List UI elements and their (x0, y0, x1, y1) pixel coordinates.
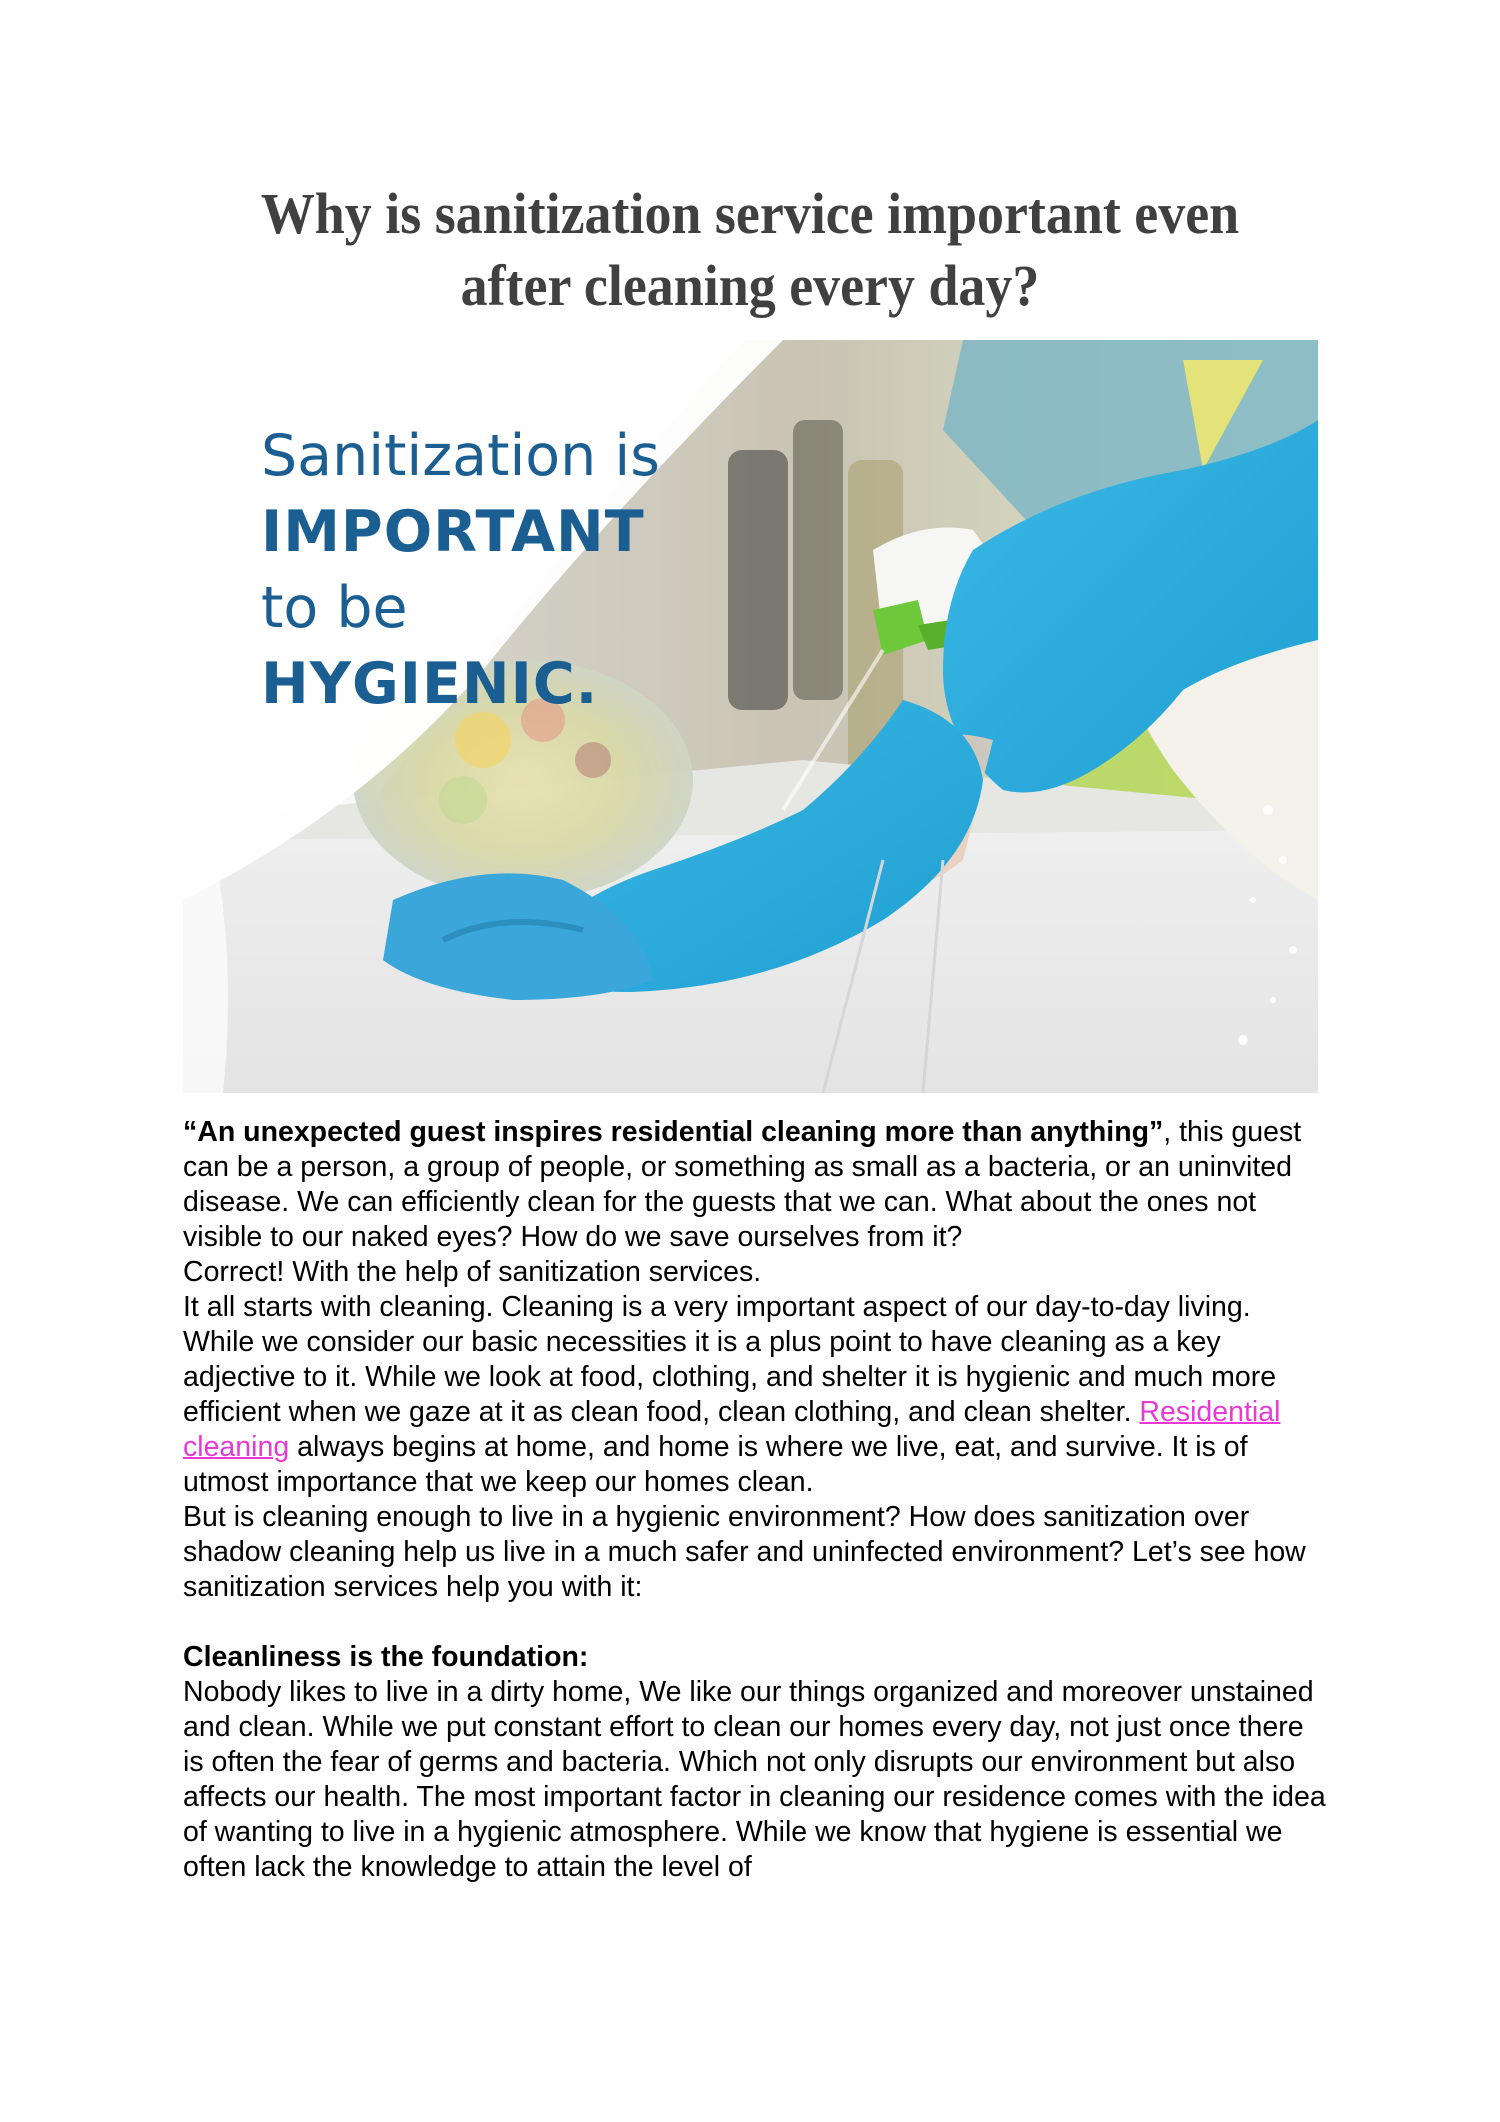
intro-quote: “An unexpected guest inspires residential cleaning more than anything” (183, 1116, 1164, 1148)
paragraph-intro (183, 1115, 1328, 1255)
hero-line-2: IMPORTANT (261, 499, 645, 565)
spacer (183, 1605, 1328, 1640)
hero-line-1: Sanitization is (261, 423, 660, 489)
paragraph-question: But is cleaning enough to live in a hygienic environment? How does sanitization over shadow cleaning help us live in a much safer and uninfected environment? Let’s see how sanitization services help you with it: (183, 1501, 1306, 1603)
cleaning-text-before: It all starts with cleaning. Cleaning is a very important aspect of our day-to-day living. While we consider our basic necessities it is a plus point to have cleaning as a key adjective to it. While we look at food, clothing, and shelter it is hygienic and much more efficient when we gaze at it as clean food, clean clothing, and clean shelter. (183, 1291, 1277, 1428)
page-title (192, 178, 1308, 322)
paragraph-cleaning (183, 1290, 1328, 1500)
cleaning-text-after: always begins at home, and home is where we live, eat, and survive. It is of utmost importance that we keep our homes clean. (183, 1431, 1248, 1498)
residential-cleaning-link[interactable]: Residential cleaning (183, 1396, 1281, 1463)
paragraph-foundation: Nobody likes to live in a dirty home, We like our things organized and moreover unstained and clean. While we put constant effort to clean our homes every day, not just once there is often the fear of germs and bacteria. Which not only disrupts our environment but also affects our health. The most important factor in cleaning our residence comes with the idea of wanting to live in a hygienic atmosphere. While we know that hygiene is essential we often lack the knowledge to attain the level of (183, 1676, 1326, 1883)
hero-image (183, 340, 1318, 1093)
title-line-2: after cleaning every day? (460, 253, 1040, 318)
hero-overlay-text (261, 418, 660, 722)
hero-line-4: HYGIENIC. (261, 651, 599, 717)
title-line-1: Why is sanitization service important even (260, 181, 1240, 246)
heading-cleanliness: Cleanliness is the foundation: (183, 1641, 589, 1673)
hero-line-3: to be (261, 575, 408, 641)
intro-text: , this guest can be a person, a group of people, or something as small as a bacteria, or an uninvited disease. We can efficiently clean for the guests that we can. What about the ones not visible to our naked eyes? How do we save ourselves from it? (183, 1116, 1302, 1253)
article-body (183, 1115, 1328, 1885)
section-heading (183, 1640, 1328, 1675)
paragraph-correct: Correct! With the help of sanitization services. (183, 1256, 762, 1288)
